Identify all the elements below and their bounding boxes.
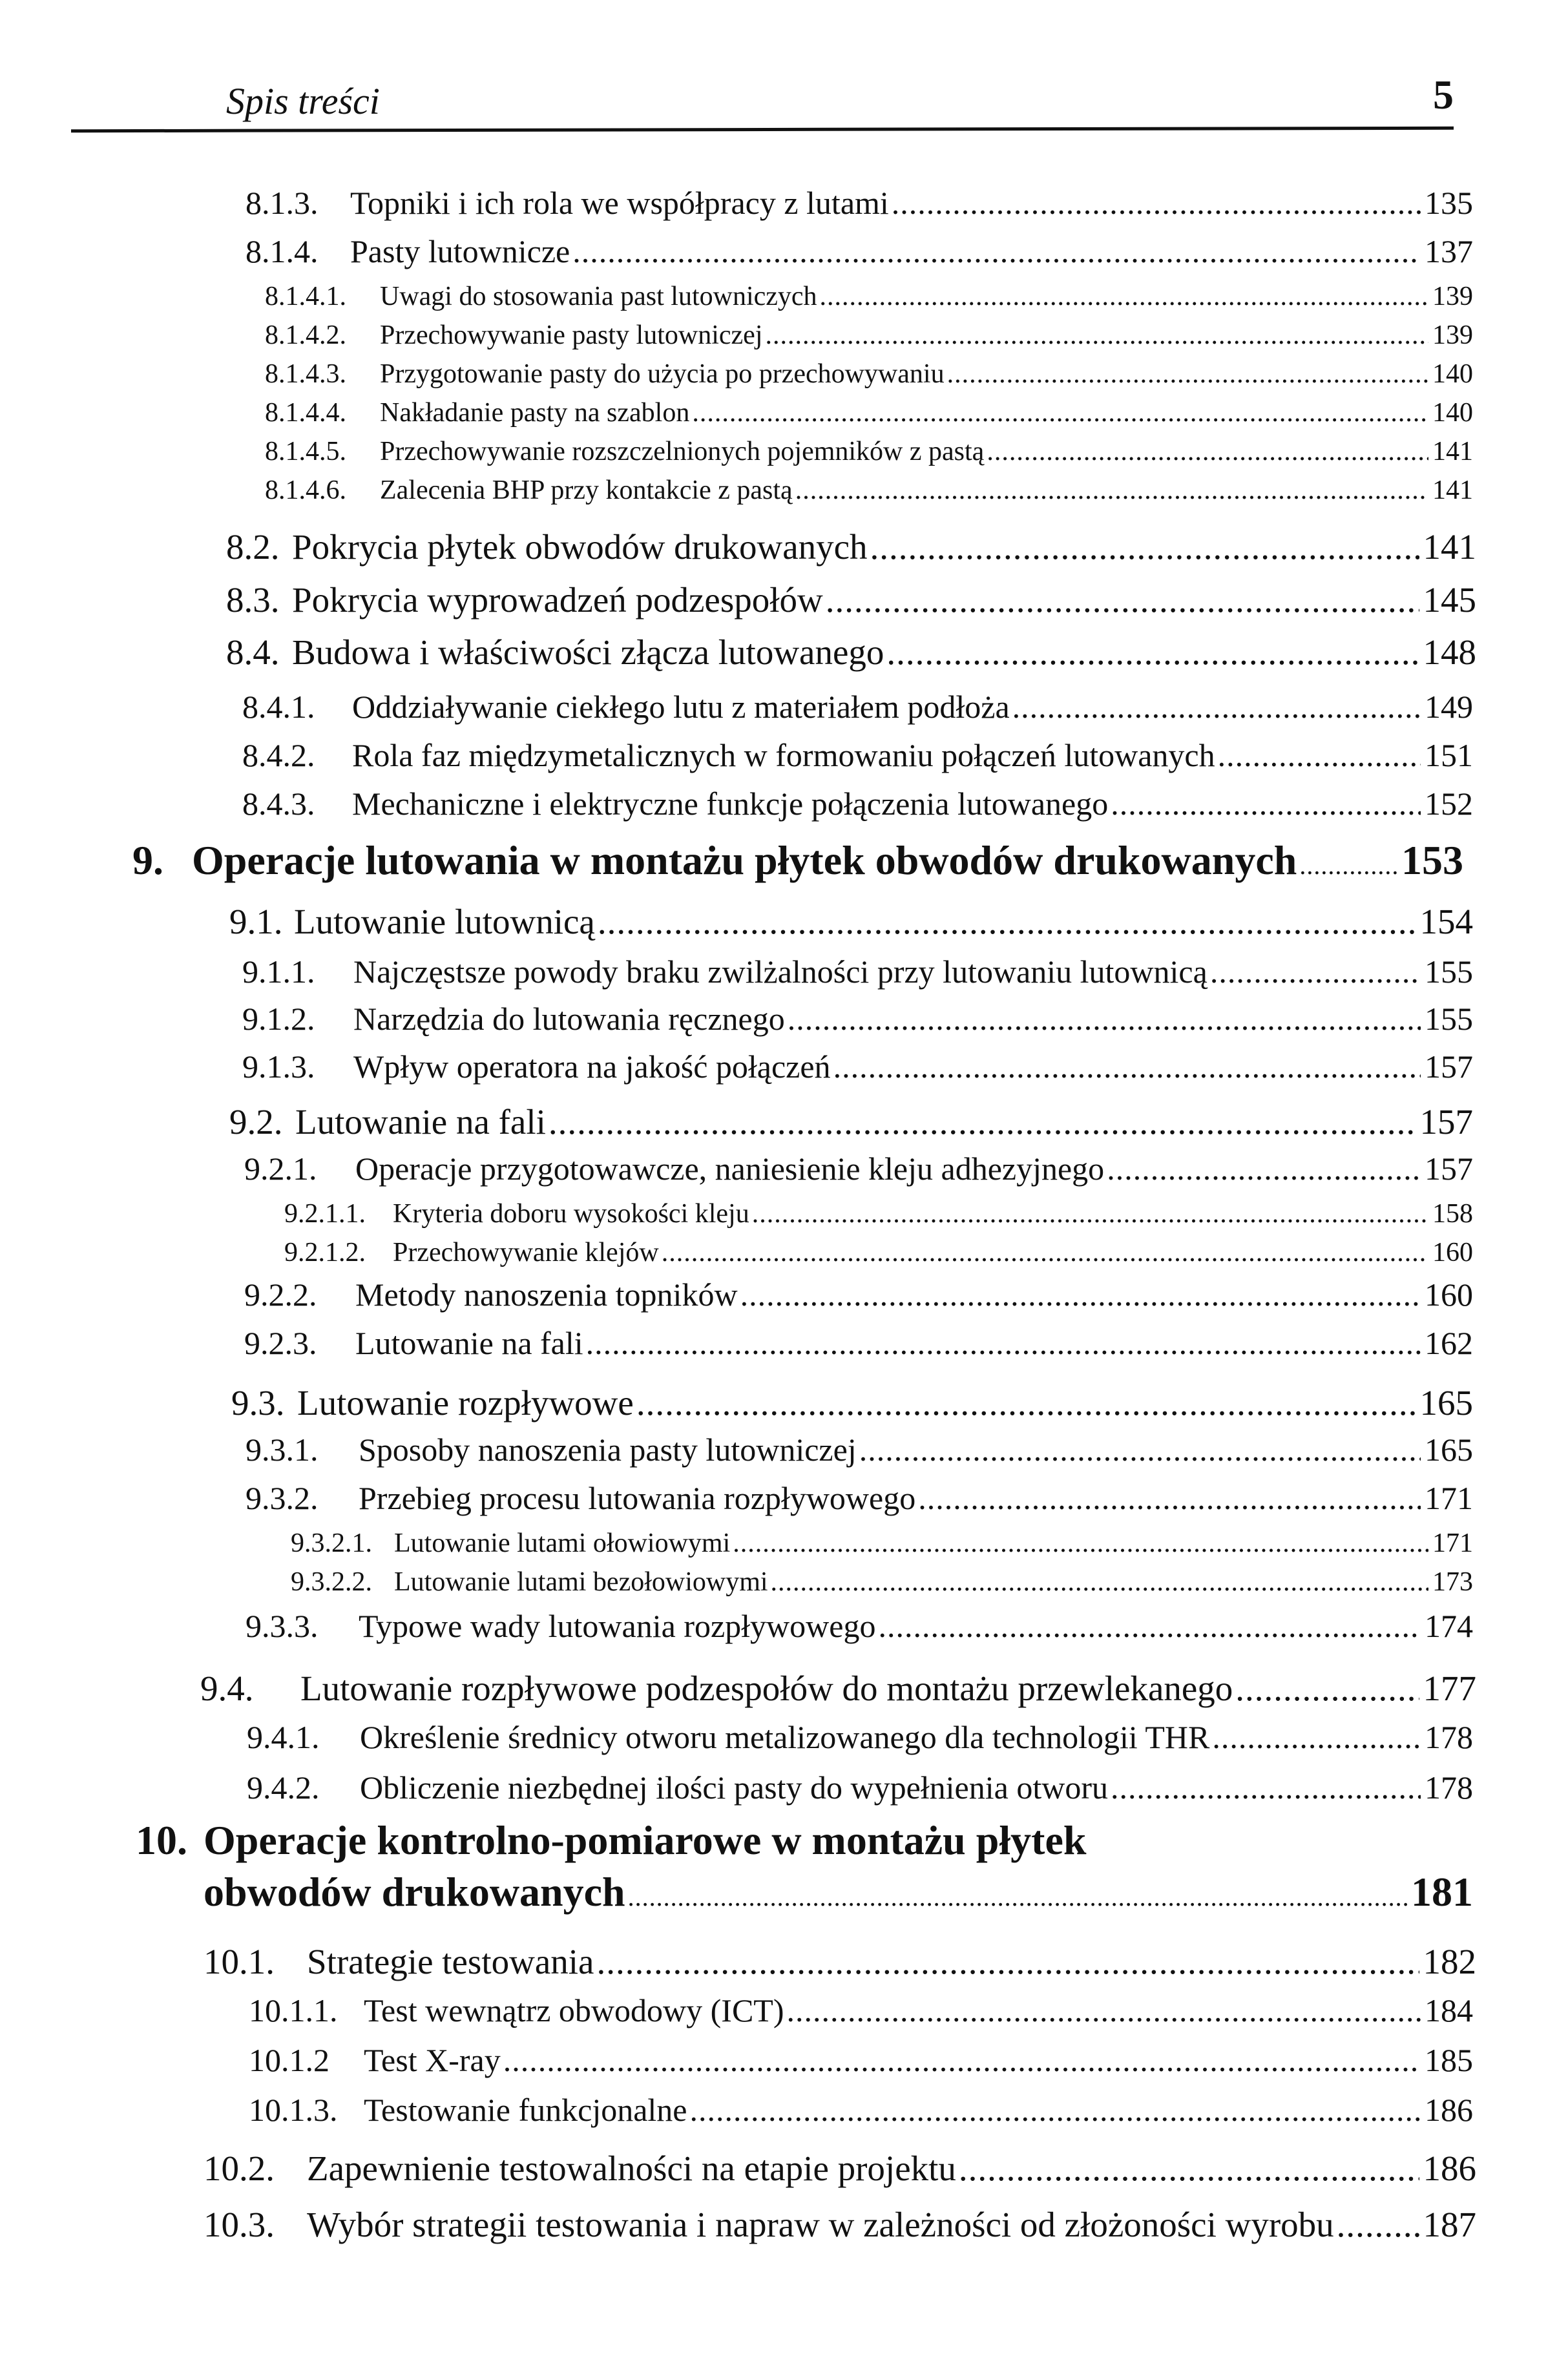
toc-leader-dots xyxy=(788,1000,1421,1037)
toc-entry-number: 9.3.2.2. xyxy=(291,1567,372,1597)
toc-entry-page: 184 xyxy=(1425,1992,1473,2028)
toc-leader-dots xyxy=(1111,1769,1421,1806)
toc-entry-number: 8.1.4.2. xyxy=(265,320,346,350)
toc-entry-number: 9.2.1.2. xyxy=(284,1238,366,1267)
toc-entry-page: 149 xyxy=(1425,689,1473,725)
toc-entry xyxy=(226,526,1476,567)
toc-entry xyxy=(265,359,1473,390)
toc-leader-dots xyxy=(859,1431,1421,1468)
toc-entry-number: 8.1.4. xyxy=(246,233,319,269)
toc-entry-number: 8.1.4.4. xyxy=(265,398,346,428)
toc-entry-page: 154 xyxy=(1419,902,1473,941)
header-page-number: 5 xyxy=(1433,72,1454,118)
toc-entry-title: Wpływ operatora na jakość połączeń xyxy=(353,1048,831,1085)
toc-entry-number: 9.4.1. xyxy=(247,1719,320,1755)
toc-leader-dots xyxy=(959,2148,1419,2189)
toc-entry xyxy=(265,281,1473,312)
toc-entry-page: 139 xyxy=(1432,282,1473,311)
toc-entry-number: 10.1.3. xyxy=(249,2092,338,2128)
toc-entry-title: Narzędzia do lutowania ręcznego xyxy=(353,1001,785,1037)
toc-entry-number: 8.1.4.6. xyxy=(265,475,346,505)
toc-entry-page: 182 xyxy=(1423,1942,1476,1981)
toc-entry-number: 8.4.3. xyxy=(242,786,315,822)
toc-leader-dots xyxy=(692,397,1428,428)
toc-entry-number: 9.2.1.1. xyxy=(284,1199,366,1229)
toc-entry-page: 178 xyxy=(1425,1719,1473,1755)
toc-entry-title: Pokrycia wyprowadzeń podzespołów xyxy=(292,580,823,620)
toc-entry-page: 162 xyxy=(1425,1325,1473,1361)
toc-entry-title: Przebieg procesu lutowania rozpływowego xyxy=(359,1480,916,1516)
toc-entry xyxy=(265,320,1473,351)
toc-entry xyxy=(200,1668,1476,1709)
toc-entry xyxy=(244,1276,1473,1313)
toc-entry-title: Mechaniczne i elektryczne funkcje połączenia lutowanego xyxy=(352,786,1109,822)
toc-entry-title: Rola faz międzymetalicznych w formowaniu połączeń lutowanych xyxy=(352,737,1215,773)
toc-entry xyxy=(244,1150,1473,1187)
toc-entry xyxy=(291,1528,1473,1559)
toc-entry-page: 151 xyxy=(1425,737,1473,773)
toc-entry xyxy=(204,1941,1476,1982)
toc-entry-title: Określenie średnicy otworu metalizowanego dla technologii THR xyxy=(360,1719,1210,1755)
toc-leader-dots xyxy=(1337,2204,1419,2245)
toc-entry-title: Lutowanie rozpływowe podzespołów do montażu przewlekanego xyxy=(300,1669,1233,1708)
toc-entry-title: Metody nanoszenia topników xyxy=(355,1277,738,1313)
toc-entry-title: Operacje lutowania w montażu płytek obwodów drukowanych xyxy=(192,837,1297,883)
toc-leader-dots xyxy=(596,1941,1419,1982)
toc-entry-number: 9.2. xyxy=(229,1102,283,1141)
toc-entry-number: 8.4.2. xyxy=(242,737,315,773)
toc-leader-dots xyxy=(586,1324,1421,1362)
toc-entry-page: 177 xyxy=(1423,1669,1476,1708)
toc-entry xyxy=(226,579,1476,620)
toc-entry-page: 171 xyxy=(1432,1528,1473,1558)
toc-leader-dots xyxy=(833,1048,1421,1085)
toc-entry-number: 9.3.1. xyxy=(246,1432,319,1468)
toc-entry xyxy=(242,953,1473,990)
toc-leader-dots xyxy=(826,579,1419,620)
toc-entry-title: Test wewnątrz obwodowy (ICT) xyxy=(364,1992,784,2028)
toc-entry-title: Lutowanie na fali xyxy=(355,1325,583,1361)
toc-entry-title: Lutowanie na fali xyxy=(295,1102,546,1141)
header-title: Spis treści xyxy=(226,80,380,122)
toc-entry xyxy=(226,632,1476,672)
toc-entry-title: Strategie testowania xyxy=(307,1942,594,1981)
toc-entry-number: 10.3. xyxy=(204,2205,275,2244)
toc-entry-title: Operacje kontrolno-pomiarowe w montażu płytek xyxy=(204,1817,1087,1863)
toc-leader-dots xyxy=(752,1198,1428,1229)
toc-chapter-entry xyxy=(136,1817,1473,1916)
toc-leader-dots xyxy=(787,1992,1421,2029)
toc-entry xyxy=(229,1101,1473,1142)
toc-entry-title: Przechowywanie rozszczelnionych pojemników z pastą xyxy=(380,437,985,466)
toc-entry-title: Oddziaływanie ciekłego lutu z materiałem podłoża xyxy=(352,689,1010,725)
toc-entry-page: 157 xyxy=(1425,1048,1473,1085)
toc-entry xyxy=(265,436,1473,467)
toc-entry-page: 160 xyxy=(1425,1277,1473,1313)
toc-entry-page: 152 xyxy=(1425,786,1473,822)
toc-leader-dots xyxy=(1299,850,1397,881)
toc-entry-title: Obliczenie niezbędnej ilości pasty do wypełnienia otworu xyxy=(360,1769,1108,1806)
toc-leader-dots xyxy=(733,1528,1428,1559)
toc-entry-page: 141 xyxy=(1423,527,1476,567)
toc-entry-title: Przechowywanie klejów xyxy=(393,1238,659,1267)
toc-entry-number: 9.2.1. xyxy=(244,1151,317,1187)
toc-entry-number: 9.4. xyxy=(200,1669,254,1708)
toc-entry-title: Lutowanie lutami ołowiowymi xyxy=(394,1528,731,1558)
toc-leader-dots xyxy=(771,1567,1428,1598)
toc-entry-title: Przechowywanie pasty lutowniczej xyxy=(380,320,763,350)
toc-entry-title: Przygotowanie pasty do użycia po przechowywaniu xyxy=(380,359,945,389)
toc-entry-title: Kryteria doboru wysokości kleju xyxy=(393,1199,749,1229)
toc-entry-number: 10.2. xyxy=(204,2149,275,2188)
toc-entry-page: 174 xyxy=(1425,1608,1473,1644)
toc-entry-number: 9.2.2. xyxy=(244,1277,317,1313)
toc-leader-dots xyxy=(598,901,1416,942)
toc-leader-dots xyxy=(947,359,1428,390)
toc-entry-number: 9.1. xyxy=(229,902,283,941)
toc-entry-title: Typowe wady lutowania rozpływowego xyxy=(359,1608,876,1644)
toc-leader-dots xyxy=(503,2041,1421,2079)
toc-entry-number: 9.4.2. xyxy=(247,1769,320,1806)
toc-entry xyxy=(204,2204,1476,2245)
toc-entry-number: 9.3.2.1. xyxy=(291,1528,372,1558)
toc-entry xyxy=(246,1607,1473,1645)
toc-entry xyxy=(246,1479,1473,1517)
toc-entry-page: 140 xyxy=(1432,359,1473,389)
toc-entry-number: 8.1.4.3. xyxy=(265,359,346,389)
toc-entry-title: Uwagi do stosowania past lutowniczych xyxy=(380,282,817,311)
toc-entry-title: Sposoby nanoszenia pasty lutowniczej xyxy=(359,1432,857,1468)
toc-entry-page: 185 xyxy=(1425,2042,1473,2078)
toc-entry xyxy=(242,1000,1473,1037)
toc-leader-dots xyxy=(549,1101,1416,1142)
toc-leader-dots xyxy=(878,1607,1421,1645)
toc-entry-title: Najczęstsze powody braku zwilżalności przy lutowaniu lutownicą xyxy=(353,954,1207,990)
toc-entry-page: 181 xyxy=(1411,1869,1473,1915)
toc-leader-dots xyxy=(1107,1150,1421,1187)
toc-entry xyxy=(246,233,1473,270)
toc-entry-page: 148 xyxy=(1423,632,1476,672)
toc-entry xyxy=(242,1048,1473,1085)
toc-entry-title: Pasty lutownicze xyxy=(350,233,570,269)
toc-entry-page: 135 xyxy=(1425,185,1473,221)
toc-entry-number: 8.4. xyxy=(226,632,280,672)
toc-chapter-entry xyxy=(132,837,1463,884)
toc-entry-number: 9.2.3. xyxy=(244,1325,317,1361)
toc-entry xyxy=(204,2148,1476,2189)
toc-entry-title: Operacje przygotowawcze, naniesienie kleju adhezyjnego xyxy=(355,1151,1105,1187)
toc-entry-number: 9.1.3. xyxy=(242,1048,315,1085)
toc-entry-page: 165 xyxy=(1425,1432,1473,1468)
toc-leader-dots xyxy=(892,184,1421,222)
toc-entry-page: 141 xyxy=(1432,437,1473,466)
toc-entry xyxy=(242,688,1473,725)
toc-entry xyxy=(249,1992,1473,2029)
toc-entry-page: 157 xyxy=(1419,1102,1473,1141)
toc-entry-title: Test X-ray xyxy=(364,2042,501,2078)
toc-entry-page: 145 xyxy=(1423,580,1476,620)
toc-entry-title: Topniki i ich rola we współpracy z lutami xyxy=(350,185,889,221)
toc-entry-title: Testowanie funkcjonalne xyxy=(364,2092,687,2128)
toc-leader-dots xyxy=(1235,1668,1419,1709)
toc-entry-number: 9.3.3. xyxy=(246,1608,319,1644)
toc-leader-dots xyxy=(1111,785,1421,822)
toc-leader-dots xyxy=(886,632,1419,672)
toc-entry-number: 9. xyxy=(132,837,163,883)
toc-entry-page: 171 xyxy=(1425,1480,1473,1516)
toc-entry-title: Nakładanie pasty na szablon xyxy=(380,398,690,428)
toc-entry-page: 153 xyxy=(1401,837,1463,883)
toc-entry-number: 10.1.2 xyxy=(249,2042,329,2078)
toc-entry-number: 10.1. xyxy=(204,1942,275,1981)
toc-entry-title: Lutowanie lutami bezołowiowymi xyxy=(394,1567,768,1597)
toc-entry-page: 141 xyxy=(1432,475,1473,505)
toc-entry-page: 155 xyxy=(1425,954,1473,990)
toc-leader-dots xyxy=(1212,1718,1421,1756)
toc-entry-number: 8.1.4.5. xyxy=(265,437,346,466)
toc-entry-number: 8.1.3. xyxy=(246,185,319,221)
toc-entry xyxy=(284,1198,1473,1229)
toc-leader-dots xyxy=(1218,736,1421,774)
toc-entry-number: 9.1.2. xyxy=(242,1001,315,1037)
toc-leader-dots xyxy=(1210,953,1421,990)
toc-entry xyxy=(246,184,1473,222)
toc-leader-dots xyxy=(918,1479,1421,1517)
toc-leader-dots xyxy=(820,281,1428,312)
toc-entry xyxy=(249,2041,1473,2079)
toc-entry xyxy=(247,1769,1473,1806)
toc-entry-title: Budowa i właściwości złącza lutowanego xyxy=(292,632,884,672)
toc-leader-dots xyxy=(572,233,1421,270)
toc-entry xyxy=(249,2091,1473,2129)
toc-entry-title: Lutowanie rozpływowe xyxy=(297,1383,634,1422)
toc-leader-dots xyxy=(636,1382,1416,1423)
toc-entry-page: 160 xyxy=(1432,1238,1473,1267)
toc-entry-number: 8.3. xyxy=(226,580,280,620)
toc-entry-title: Lutowanie lutownicą xyxy=(294,902,595,941)
toc-entry-page: 140 xyxy=(1432,398,1473,428)
toc-entry-title-continued: obwodów drukowanych xyxy=(204,1869,625,1915)
toc-entry-number: 8.2. xyxy=(226,527,280,567)
toc-entry-number: 9.3. xyxy=(231,1383,285,1422)
toc-entry xyxy=(244,1324,1473,1362)
toc-entry-page: 137 xyxy=(1425,233,1473,269)
toc-entry xyxy=(291,1567,1473,1598)
toc-entry-page: 187 xyxy=(1423,2205,1476,2244)
toc-entry-page: 186 xyxy=(1423,2149,1476,2188)
toc-entry xyxy=(265,397,1473,428)
toc-entry-title: Zalecenia BHP przy kontakcie z pastą xyxy=(380,475,793,505)
toc-entry-number: 8.1.4.1. xyxy=(265,282,346,311)
toc-entry xyxy=(265,475,1473,506)
toc-entry-number: 10. xyxy=(136,1817,187,1863)
toc-entry-page: 157 xyxy=(1425,1151,1473,1187)
toc-leader-dots xyxy=(987,436,1428,467)
toc-leader-dots xyxy=(870,526,1419,567)
toc-entry-title: Wybór strategii testowania i napraw w zależności od złożoności wyrobu xyxy=(307,2205,1334,2244)
toc-entry-page: 139 xyxy=(1432,320,1473,350)
toc-leader-dots xyxy=(628,1882,1407,1912)
toc-entry xyxy=(231,1382,1473,1423)
toc-entry xyxy=(247,1718,1473,1756)
toc-leader-dots xyxy=(1012,688,1421,725)
toc-entry-page: 173 xyxy=(1432,1567,1473,1597)
toc-entry xyxy=(242,785,1473,822)
toc-entry-number: 10.1.1. xyxy=(249,1992,338,2028)
toc-entry-page: 178 xyxy=(1425,1769,1473,1806)
toc-leader-dots xyxy=(765,320,1428,351)
toc-entry-number: 9.3.2. xyxy=(246,1480,319,1516)
toc-entry-page: 155 xyxy=(1425,1001,1473,1037)
toc-entry xyxy=(246,1431,1473,1468)
toc-entry xyxy=(284,1237,1473,1268)
toc-entry-number: 8.4.1. xyxy=(242,689,315,725)
toc-leader-dots xyxy=(690,2091,1421,2129)
toc-leader-dots xyxy=(795,475,1428,506)
toc-entry-page: 158 xyxy=(1432,1199,1473,1229)
toc-leader-dots xyxy=(740,1276,1421,1313)
toc-entry xyxy=(242,736,1473,774)
toc-entry-title: Pokrycia płytek obwodów drukowanych xyxy=(292,527,868,567)
toc-entry-number: 9.1.1. xyxy=(242,954,315,990)
toc-entry-page: 186 xyxy=(1425,2092,1473,2128)
toc-entry xyxy=(229,901,1473,942)
toc-entry-title: Zapewnienie testowalności na etapie projektu xyxy=(307,2149,956,2188)
toc-entry-page: 165 xyxy=(1419,1383,1473,1422)
toc-leader-dots xyxy=(662,1237,1428,1268)
